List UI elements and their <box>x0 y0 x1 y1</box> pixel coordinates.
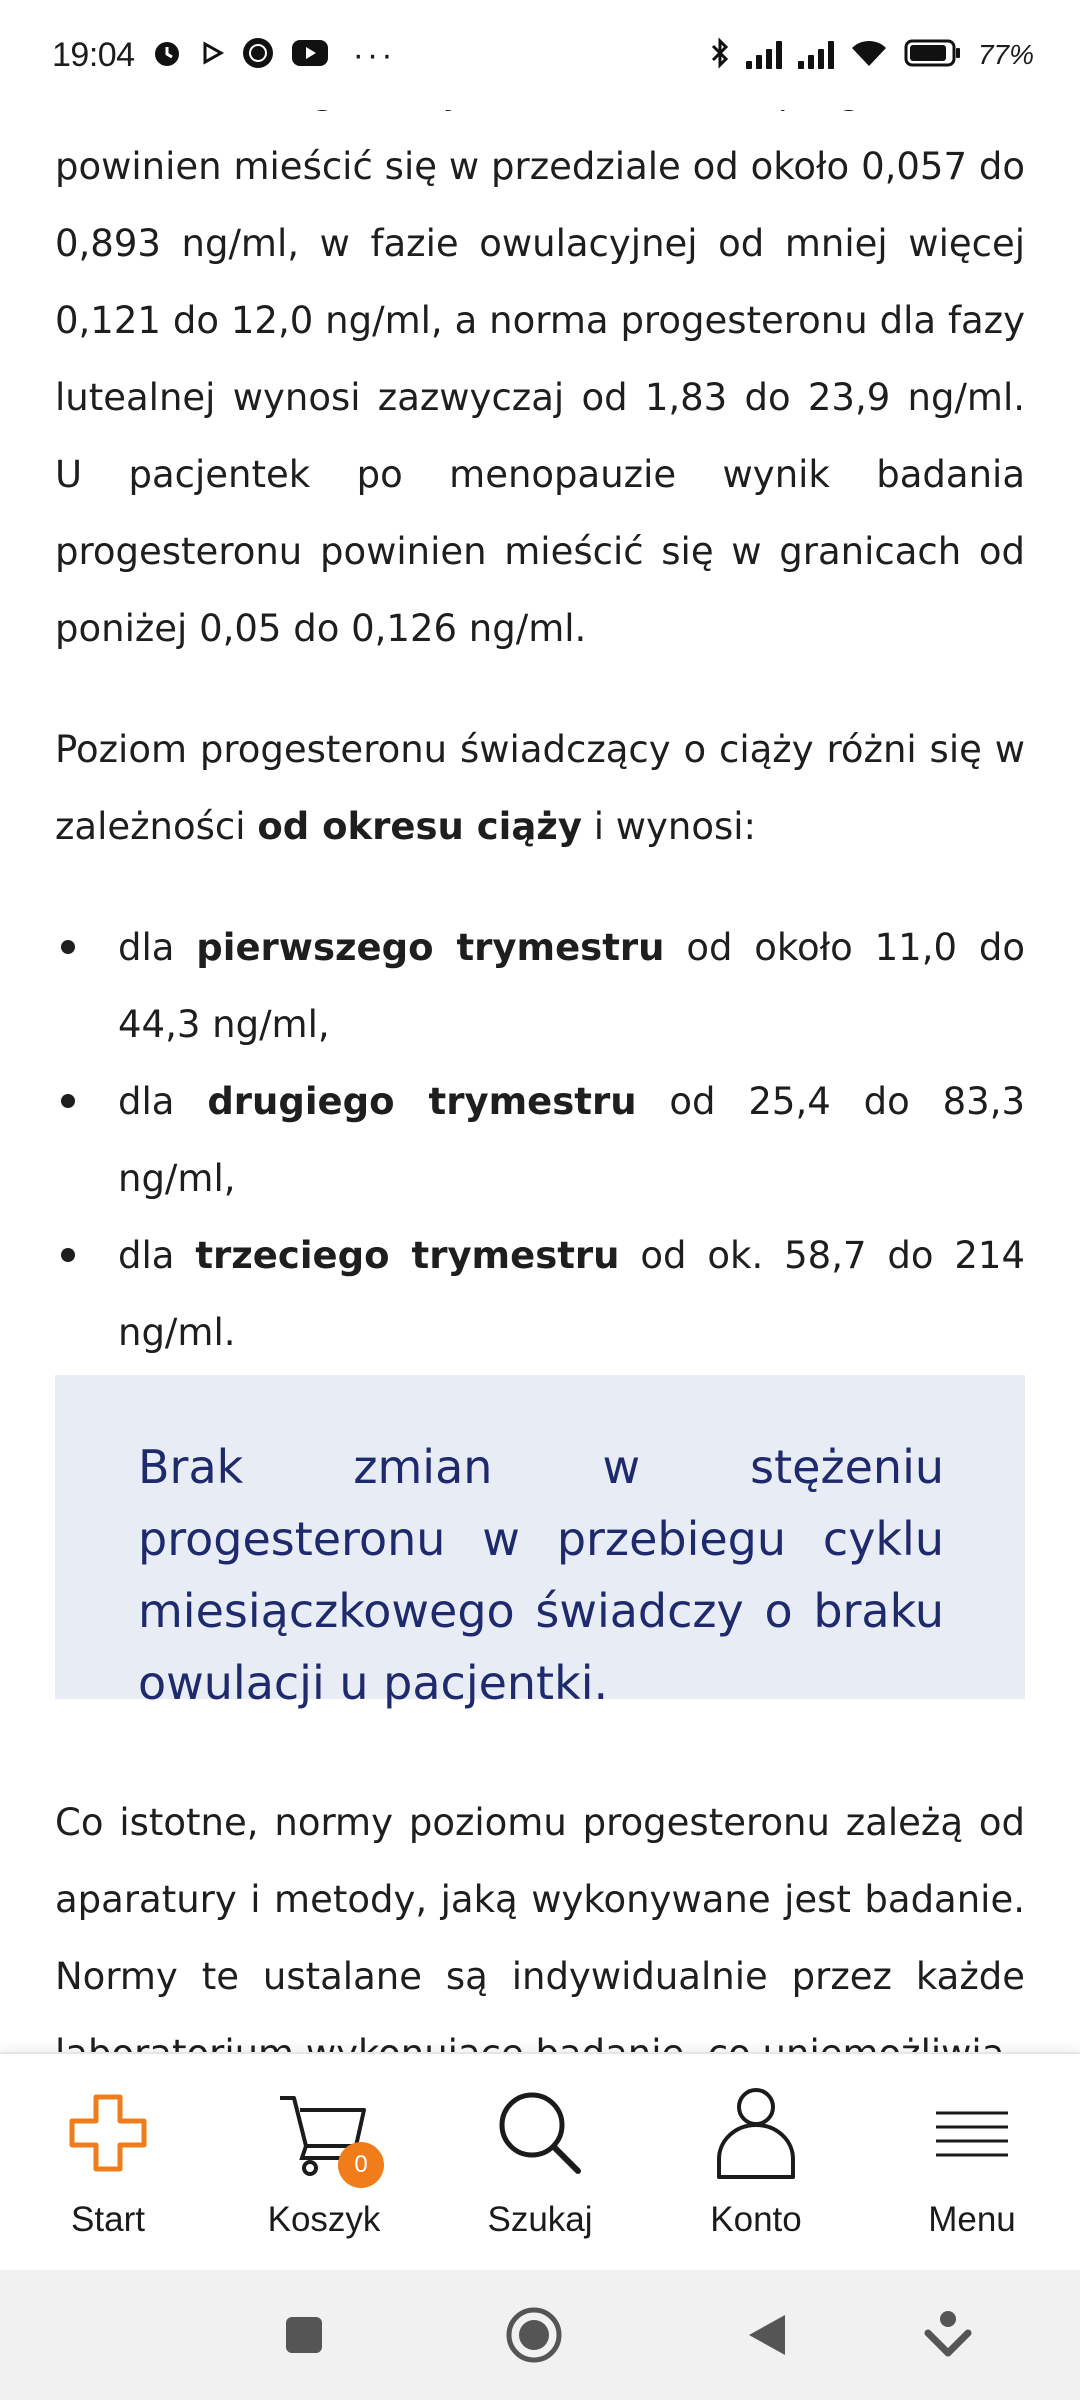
pregnancy-text-b: i wynosi: <box>581 805 757 848</box>
cart-count-badge: 0 <box>338 2142 384 2188</box>
list-item: dla pierwszego trymestru od około 11,0 do 44,3 ng/ml, <box>55 909 1025 1063</box>
alarm-icon <box>151 37 183 74</box>
status-right <box>710 37 1034 74</box>
nav-start-label: Start <box>71 2200 145 2239</box>
callout-text: Brak zmian w stężeniu progesteronu w przebiegu cyklu miesiączkowego świadczy o braku owulacji u pacjentki. <box>138 1440 944 1710</box>
youtube-icon <box>291 39 329 72</box>
nav-cart-label: Koszyk <box>267 2200 381 2239</box>
pregnancy-text-a: Poziom progesteronu świadczący o ciąży różni się w zależności <box>55 728 1025 848</box>
hide-navbar-button[interactable] <box>918 2305 978 2365</box>
article-paragraph-pregnancy <box>55 711 1025 865</box>
nav-search[interactable] <box>432 2054 648 2270</box>
back-triangle-icon <box>745 2311 789 2359</box>
back-button[interactable] <box>737 2305 797 2365</box>
article-paragraph-norms: powinien mieścić się w przedziale od około 0,057 do 0,893 ng/ml, w fazie owulacyjnej od mniej więcej 0,121 do 12,0 ng/ml, a norma progesteronu dla fazy lutealnej wynosi zazwyczaj od 1,83 do 23,9 ng/ml. U pacjentek po menopauzie wynik badania progesteronu powinien mieścić się w granicach od poniżej 0,05 do 0,126 ng/ml. <box>55 145 1025 650</box>
search-icon <box>480 2078 600 2188</box>
nav-start[interactable] <box>0 2054 216 2270</box>
status-time: 19:04 <box>52 35 135 74</box>
recent-apps-button[interactable] <box>274 2305 334 2365</box>
nav-menu-label: Menu <box>928 2200 1016 2239</box>
play-icon <box>199 40 225 71</box>
system-navigation-bar <box>0 2270 1080 2400</box>
user-icon <box>696 2078 816 2188</box>
status-left <box>52 36 396 75</box>
list-item: dla drugiego trymestru od 25,4 do 83,3 ng/ml, <box>55 1063 1025 1217</box>
battery-icon <box>904 38 962 73</box>
nav-cart[interactable] <box>216 2054 432 2270</box>
home-circle-icon <box>504 2305 564 2365</box>
square-icon <box>284 2315 324 2355</box>
info-callout <box>55 1375 1025 1710</box>
trimester-list <box>55 909 1025 1371</box>
signal-icon <box>798 41 834 69</box>
menu-icon <box>912 2078 1032 2188</box>
bluetooth-icon <box>710 37 730 74</box>
home-button[interactable] <box>504 2305 564 2365</box>
nav-account[interactable] <box>648 2054 864 2270</box>
signal-icon <box>746 41 782 69</box>
medical-cross-icon <box>48 2078 168 2188</box>
nav-menu[interactable] <box>864 2054 1080 2270</box>
bullet-dot <box>61 940 75 954</box>
bullet-dot <box>61 1248 75 1262</box>
battery-percent: 77% <box>977 39 1034 70</box>
app-icon <box>241 36 275 75</box>
nav-account-label: Konto <box>710 2200 802 2239</box>
bullet-dot <box>61 1094 75 1108</box>
pregnancy-text-bold: od okresu ciąży <box>257 805 582 848</box>
wifi-icon <box>850 38 888 73</box>
status-bar <box>0 0 1080 110</box>
bottom-navigation <box>0 2052 1080 2270</box>
more-notifications-icon: ··· <box>352 35 396 74</box>
chevron-down-icon <box>924 2309 972 2361</box>
article-paragraph-lab-norms: Co istotne, normy poziomu progesteronu zależą od aparatury i metody, jaką wykonywane jest badanie. Normy te ustalane są indywidualnie przez każde <box>55 1801 1025 1998</box>
nav-search-label: Szukaj <box>487 2200 593 2239</box>
list-item: dla trzeciego trymestru od ok. 58,7 do 214 ng/ml. <box>55 1217 1025 1371</box>
